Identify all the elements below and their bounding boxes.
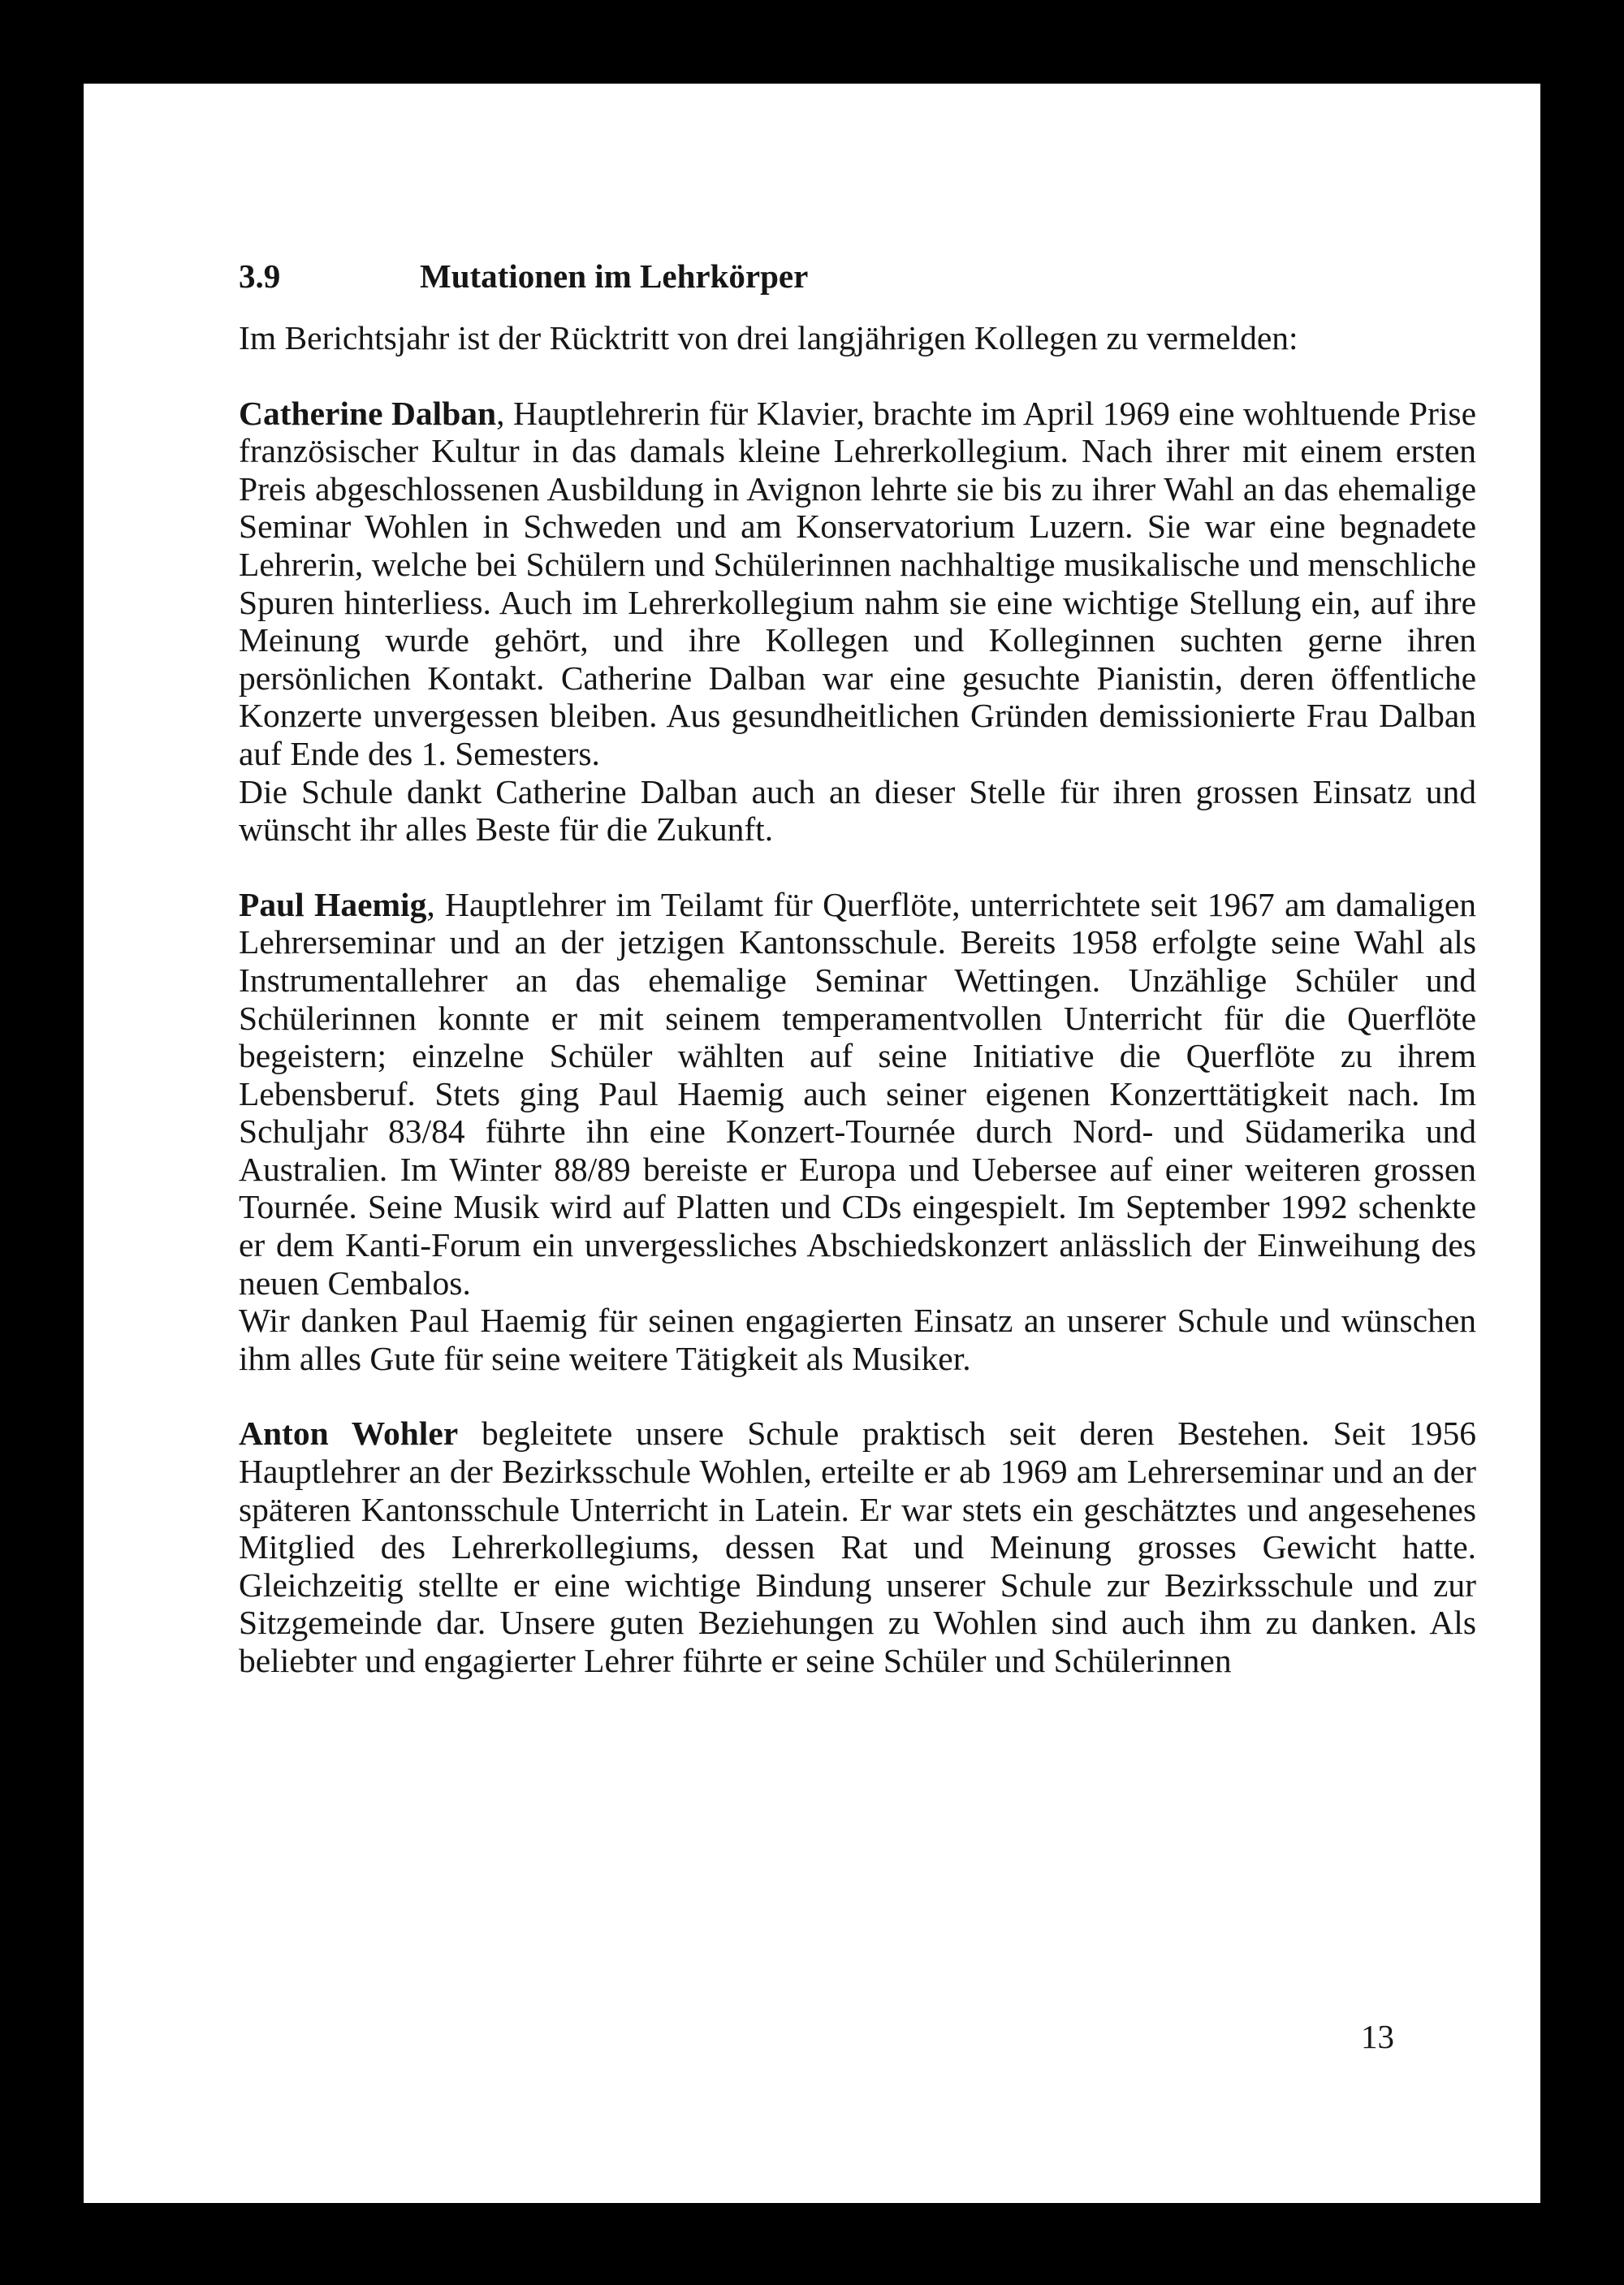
dalban-name: Catherine Dalban xyxy=(239,394,497,432)
wohler-text: begleitete unsere Schule praktisch seit deren Bestehen. Seit 1956 Hauptlehrer an der Bezirksschule Wohlen, erteilte er ab 1969 am Lehrerseminar und an der späteren Kantonsschule Unterricht in Latein. Er war stets ein geschätztes und angesehenes Mitglied des Lehrerkollegiums, dessen Rat und Meinung grosses Gewicht hatte. Gleichzeitig stellte er eine wichtige Bindung unserer Schule zur Bezirksschule und zur Sitzgemeinde dar. Unsere guten Beziehungen zu Wohlen sind auch ihm zu danken. Als beliebter und engagierter Lehrer führte er seine Schüler und Schülerinnen xyxy=(239,1415,1476,1679)
wohler-paragraph xyxy=(239,1415,1476,1679)
document-page xyxy=(84,84,1540,2203)
page-number: 13 xyxy=(1361,2018,1394,2055)
haemig-text: , Hauptlehrer im Teilamt für Querflöte, unterrichtete seit 1967 am damaligen Lehrerseminar und an der jetzigen Kantonsschule. Bereits 1958 erfolgte seine Wahl als Instrumentallehrer an das ehemalige Seminar Wettingen. Unzählige Schüler und Schülerinnen konnte er mit seinem temperamentvollen Unterricht für die Querflöte begeistern; einzelne Schüler wählten auf seine Initiative die Querflöte zu ihrem Lebensberuf. Stets ging Paul Haemig auch seiner eigenen Konzerttätigkeit nach. Im Schuljahr 83/84 führte ihn eine Konzert-Tournée durch Nord- und Südamerika und Australien. Im Winter 88/89 bereiste er Europa und Uebersee auf einer weiteren grossen Tournée. Seine Musik wird auf Platten und CDs eingespielt. Im September 1992 schenkte er dem Kanti-Forum ein unvergessliches Abschiedskonzert anlässlich der Einweihung des neuen Cembalos. xyxy=(239,885,1476,1302)
section-heading xyxy=(239,256,1476,296)
section-number: 3.9 xyxy=(239,257,281,295)
page-content xyxy=(239,256,1476,1680)
section-title: Mutationen im Lehrkörper xyxy=(420,257,809,295)
dalban-text: , Hauptlehrerin für Klavier, brachte im April 1969 eine wohltuende Prise französischer Kultur in das damals kleine Lehrerkollegium. Nach ihrer mit einem ersten Preis abgeschlossenen Ausbildung in Avignon lehrte sie bis zu ihrer Wahl an das ehemalige Seminar Wohlen in Schweden und am Konservatorium Luzern. Sie war eine begnadete Lehrerin, welche bei Schülern und Schülerinnen nachhaltige musikalische und menschliche Spuren hinterliess. Auch im Lehrerkollegium nahm sie eine wichtige Stellung ein, auf ihre Meinung wurde gehört, und ihre Kollegen und Kolleginnen suchten gerne ihren persönlichen Kontakt. Catherine Dalban war eine gesuchte Pianistin, deren öffentliche Konzerte unvergessen bleiben. Aus gesundheitlichen Gründen demissionierte Frau Dalban auf Ende des 1. Semesters. xyxy=(239,394,1476,772)
dalban-thanks: Die Schule dankt Catherine Dalban auch an dieser Stelle für ihren grossen Einsatz und wünscht ihr alles Beste für die Zukunft. xyxy=(239,772,1476,849)
dalban-paragraph xyxy=(239,395,1476,773)
haemig-name: Paul Haemig xyxy=(239,885,427,923)
haemig-thanks: Wir danken Paul Haemig für seinen engagierten Einsatz an unserer Schule und wünschen ihm alles Gute für seine weitere Tätigkeit als Musiker. xyxy=(239,1302,1476,1377)
intro-paragraph: Im Berichtsjahr ist der Rücktritt von drei langjährigen Kollegen zu vermelden: xyxy=(239,319,1298,356)
wohler-name: Anton Wohler xyxy=(239,1415,459,1453)
haemig-paragraph xyxy=(239,886,1476,1302)
